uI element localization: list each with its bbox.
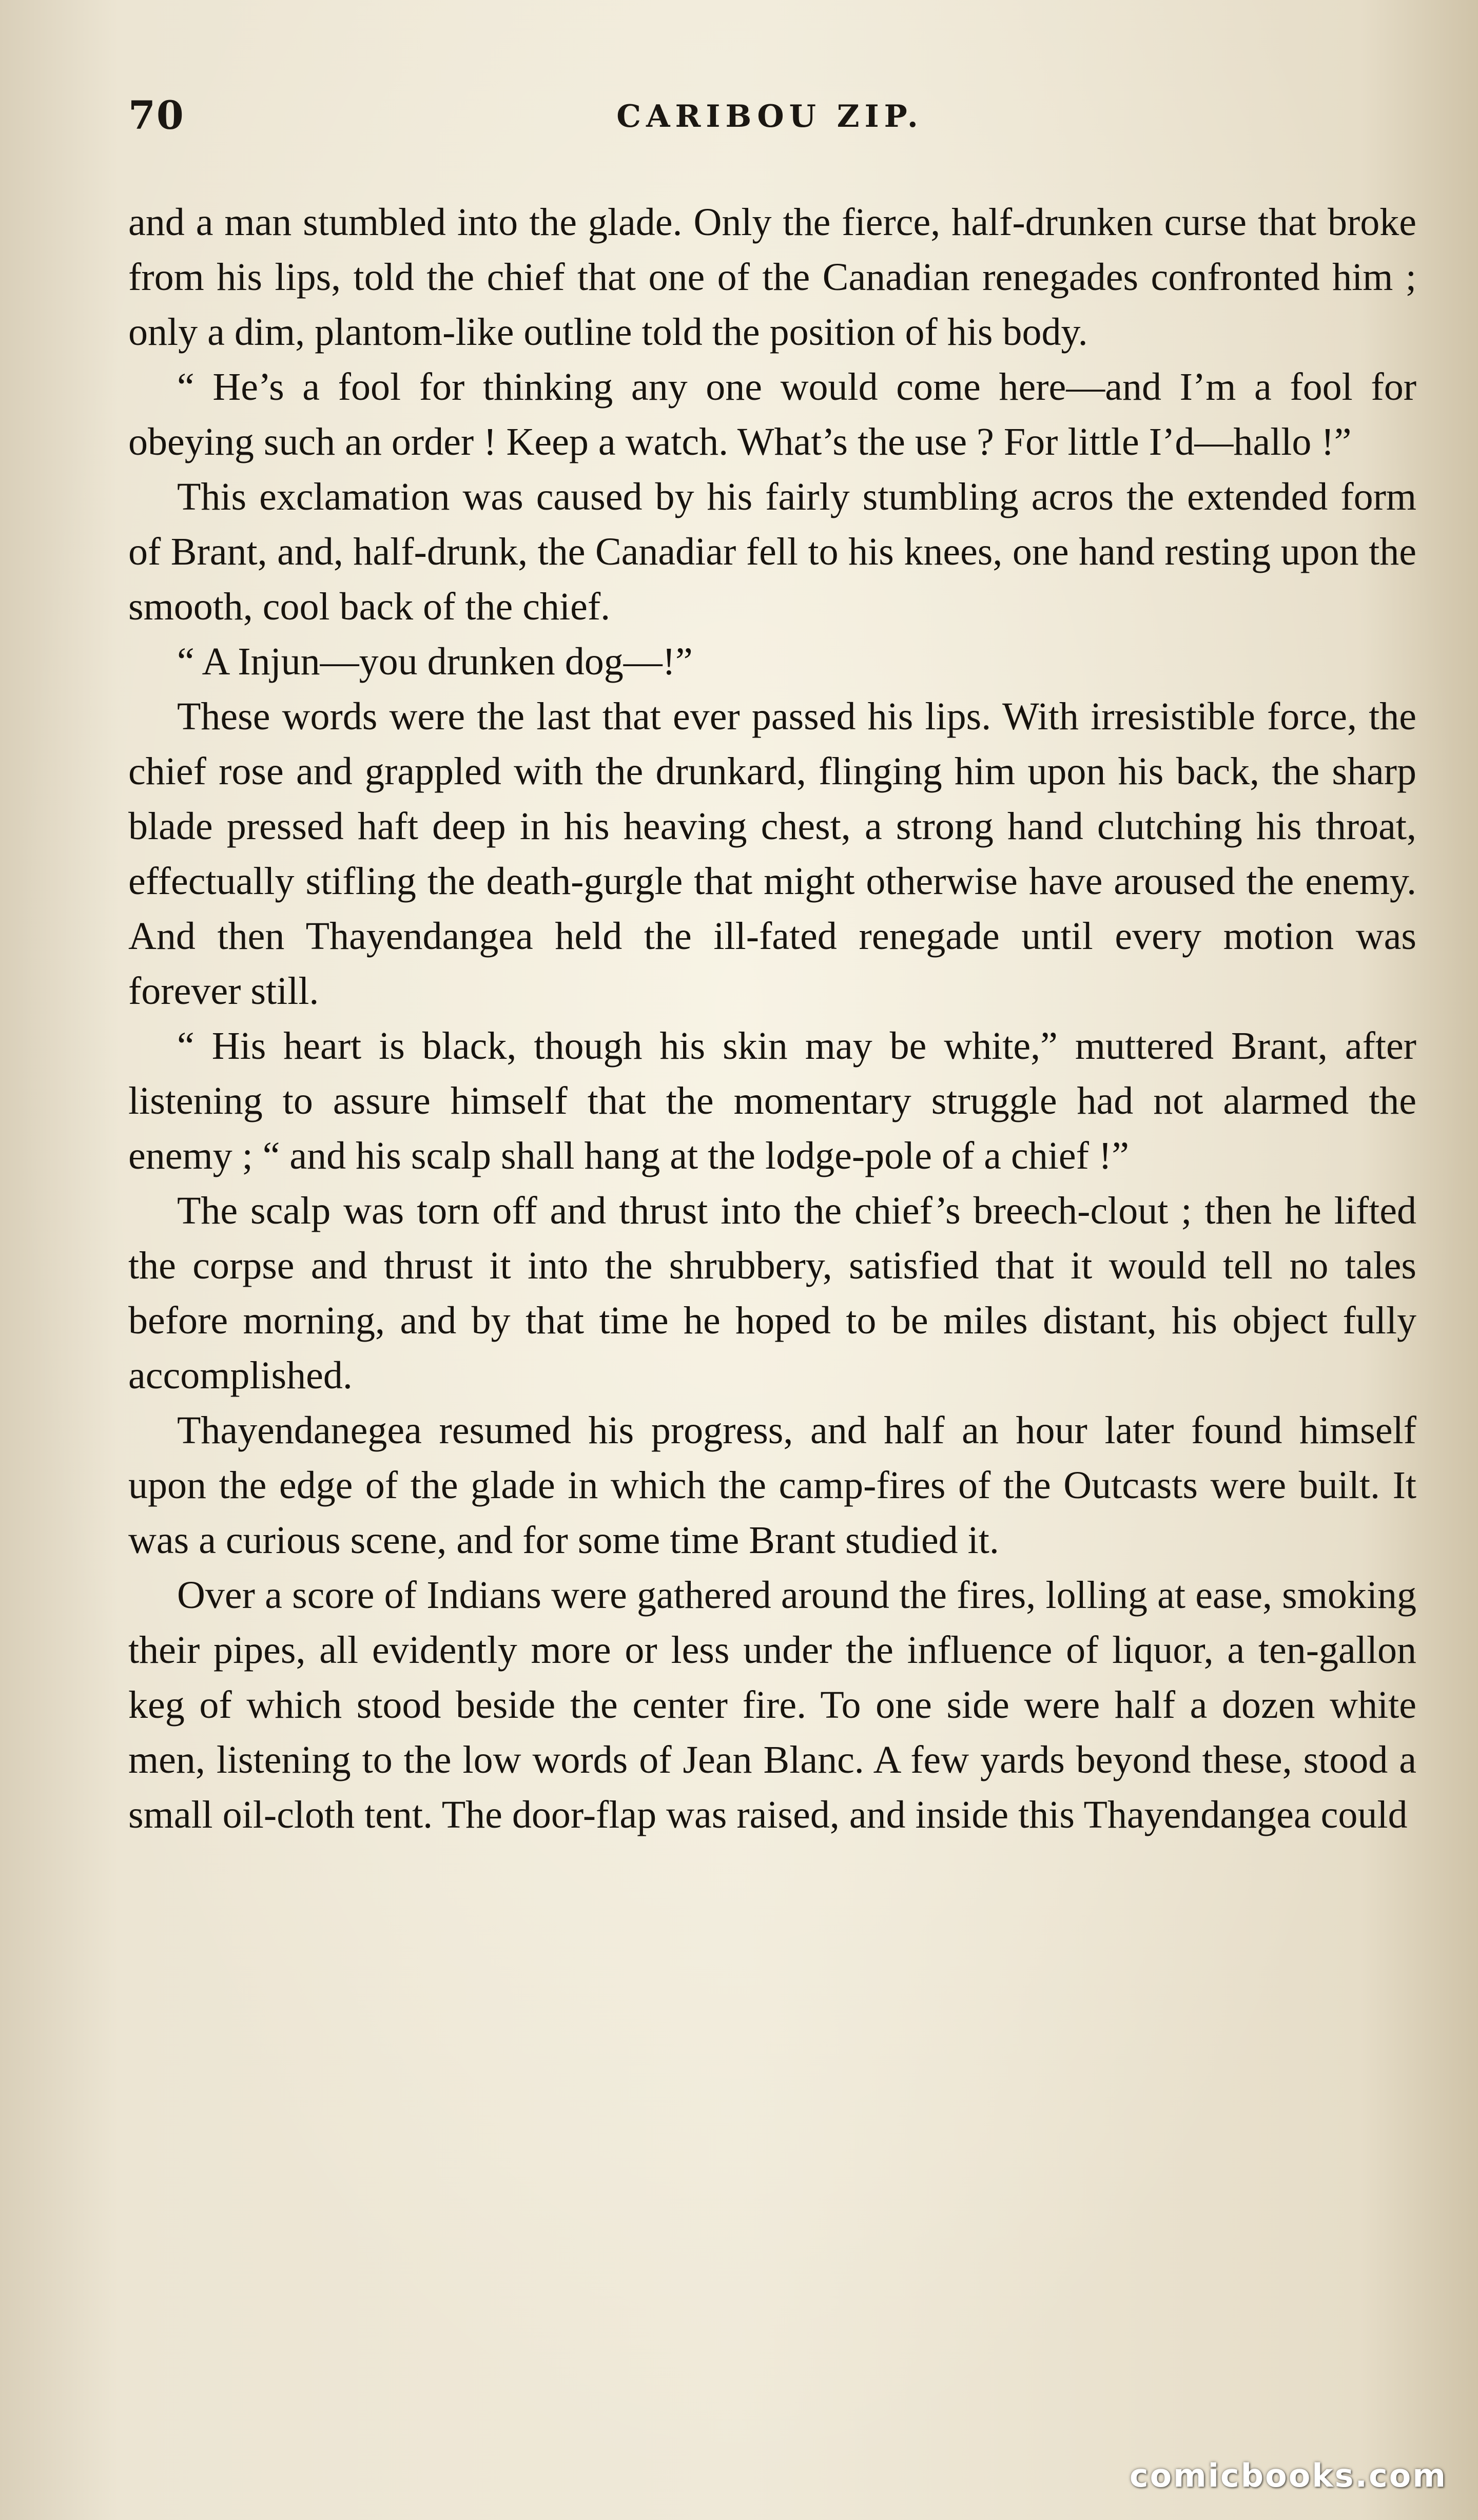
body-text bbox=[128, 195, 1416, 1843]
running-head: CARIBOU ZIP. bbox=[616, 99, 923, 134]
paragraph-2: “ He’s a fool for thinking any one would come here—and I’m a fool for obeying such an order ! Keep a watch. What’s the use ? For little I’d—hallo !” bbox=[128, 365, 1416, 463]
paragraph-7: The scalp was torn off and thrust into the chief’s breech-clout ; then he lifted the corpse and thrust it into the shrubbery, satisfied that it would tell no tales before morning, and by that time he hoped to be miles distant, his object fully accomplished. bbox=[128, 1189, 1416, 1397]
page-header bbox=[128, 92, 1411, 149]
paragraph-4: “ A Injun—you drunken dog—!” bbox=[177, 640, 693, 683]
page-number: 70 bbox=[128, 92, 185, 138]
paragraph-9: Over a score of Indians were gathered around the fires, lolling at ease, smoking their pipes, all evidently more or less under the influence of liquor, a ten-gallon keg of which stood beside the center fire. To one side were half a dozen white men, listening to the low words of Jean Blanc. A few yards beyond these, stood a small oil-cloth tent. The door-flap was raised, and inside this Thayendangea could bbox=[128, 1574, 1416, 1836]
paragraph-6: “ His heart is black, though his skin may be white,” muttered Brant, after listening to assure himself that the momentary struggle had not alarmed the enemy ; “ and his scalp shall hang at the lodge-pole of a chief !” bbox=[128, 1024, 1416, 1177]
paragraph-8: Thayendanegea resumed his progress, and half an hour later found himself upon the edge of the glade in which the camp-fires of the Outcasts were built. It was a curious scene, and for some time Brant studied it. bbox=[128, 1409, 1416, 1562]
watermark: comicbooks.com bbox=[1129, 2457, 1447, 2494]
paragraph-5: These words were the last that ever passed his lips. With irresistible force, the chief rose and grappled with the drunkard, flinging him upon his back, the sharp blade pressed haft deep in his heaving chest, a strong hand clutching his throat, effectually stifling the death-gurgle that might otherwise have aroused the enemy. And then Thayendangea held the ill-fated renegade until every motion was forever still. bbox=[128, 695, 1416, 1013]
paragraph-3: This exclamation was caused by his fairly stumbling acros the extended form of Brant, and, half-drunk, the Canadiar fell to his knees, one hand resting upon the smooth, cool back of the chief. bbox=[128, 475, 1416, 628]
paragraph-1: and a man stumbled into the glade. Only the fierce, half-drunken curse that broke from his lips, told the chief that one of the Canadian renegades confronted him ; only a dim, plantom-like outline told the position of his body. bbox=[128, 201, 1416, 354]
